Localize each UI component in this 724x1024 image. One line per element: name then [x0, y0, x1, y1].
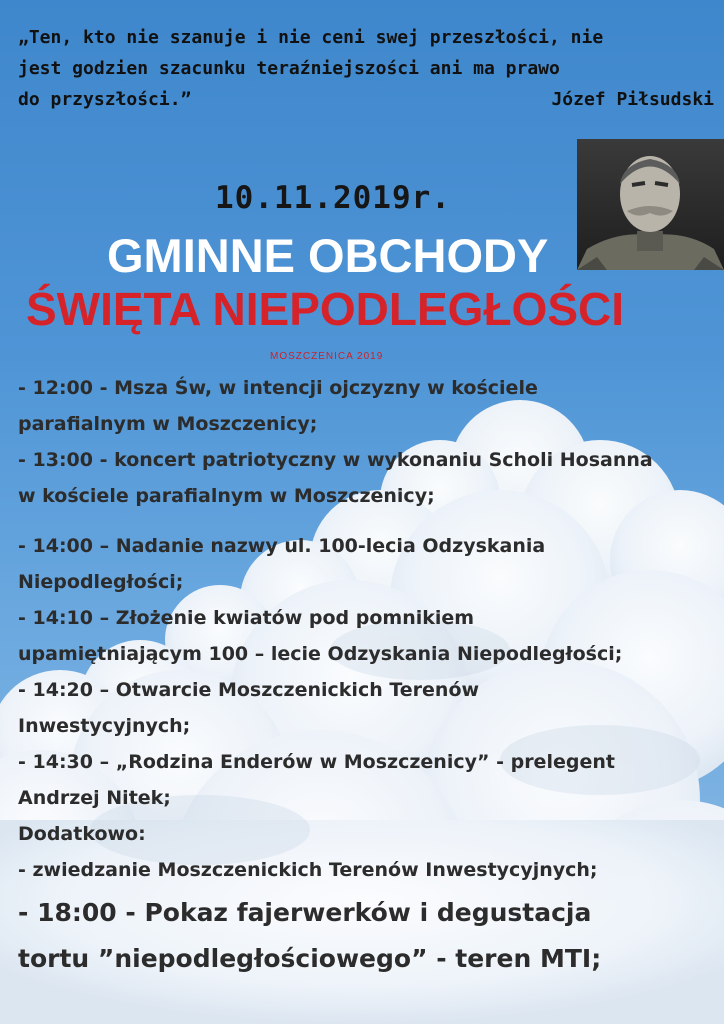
- quote: [18, 22, 714, 115]
- program-line: w kościele parafialnym w Moszczenicy;: [18, 485, 435, 507]
- program-line: - 14:20 – Otwarcie Moszczenickich Terenów: [18, 679, 480, 701]
- program-line: Andrzej Nitek;: [18, 787, 171, 809]
- program-line: Dodatkowo:: [18, 823, 146, 845]
- program-spacer: [18, 514, 718, 528]
- location-label: MOSZCZENICA 2019: [270, 351, 384, 362]
- program-line: Inwestycyjnych;: [18, 715, 191, 737]
- quote-line-1: „Ten, kto nie szanuje i nie ceni swej przeszłości, nie: [18, 27, 604, 48]
- program-line: - zwiedzanie Moszczenickich Terenów Inwestycyjnych;: [18, 859, 598, 881]
- program-line: parafialnym w Moszczenicy;: [18, 413, 318, 435]
- program-highlight-line: tortu ”niepodległościowego” - teren MTI;: [18, 944, 602, 973]
- program-highlight-line: - 18:00 - Pokaz fajerwerków i degustacja: [18, 898, 592, 927]
- quote-line-2: jest godzien szacunku teraźniejszości ani ma prawo: [18, 58, 560, 79]
- event-program: [18, 370, 718, 980]
- program-line: - 14:10 – Złożenie kwiatów pod pomnikiem: [18, 607, 475, 629]
- quote-author: Józef Piłsudski: [551, 89, 714, 110]
- program-line: - 14:00 – Nadanie nazwy ul. 100-lecia Odzyskania: [18, 535, 546, 557]
- program-line: - 13:00 - koncert patriotyczny w wykonaniu Scholi Hosanna: [18, 449, 653, 471]
- event-date: 10.11.2019r.: [215, 180, 451, 216]
- subheadline: ŚWIĘTA NIEPODLEGŁOŚCI: [26, 283, 625, 335]
- program-line: - 14:30 – „Rodzina Enderów w Moszczenicy” - prelegent: [18, 751, 615, 773]
- program-line: - 12:00 - Msza Św, w intencji ojczyzny w kościele: [18, 377, 538, 399]
- portrait-photo: [577, 139, 724, 270]
- quote-line-3: do przyszłości.”: [18, 89, 192, 110]
- program-line: Niepodległości;: [18, 571, 184, 593]
- headline: GMINNE OBCHODY: [107, 229, 549, 282]
- program-line: upamiętniającym 100 – lecie Odzyskania Niepodległości;: [18, 643, 623, 665]
- portrait-image: [577, 139, 724, 270]
